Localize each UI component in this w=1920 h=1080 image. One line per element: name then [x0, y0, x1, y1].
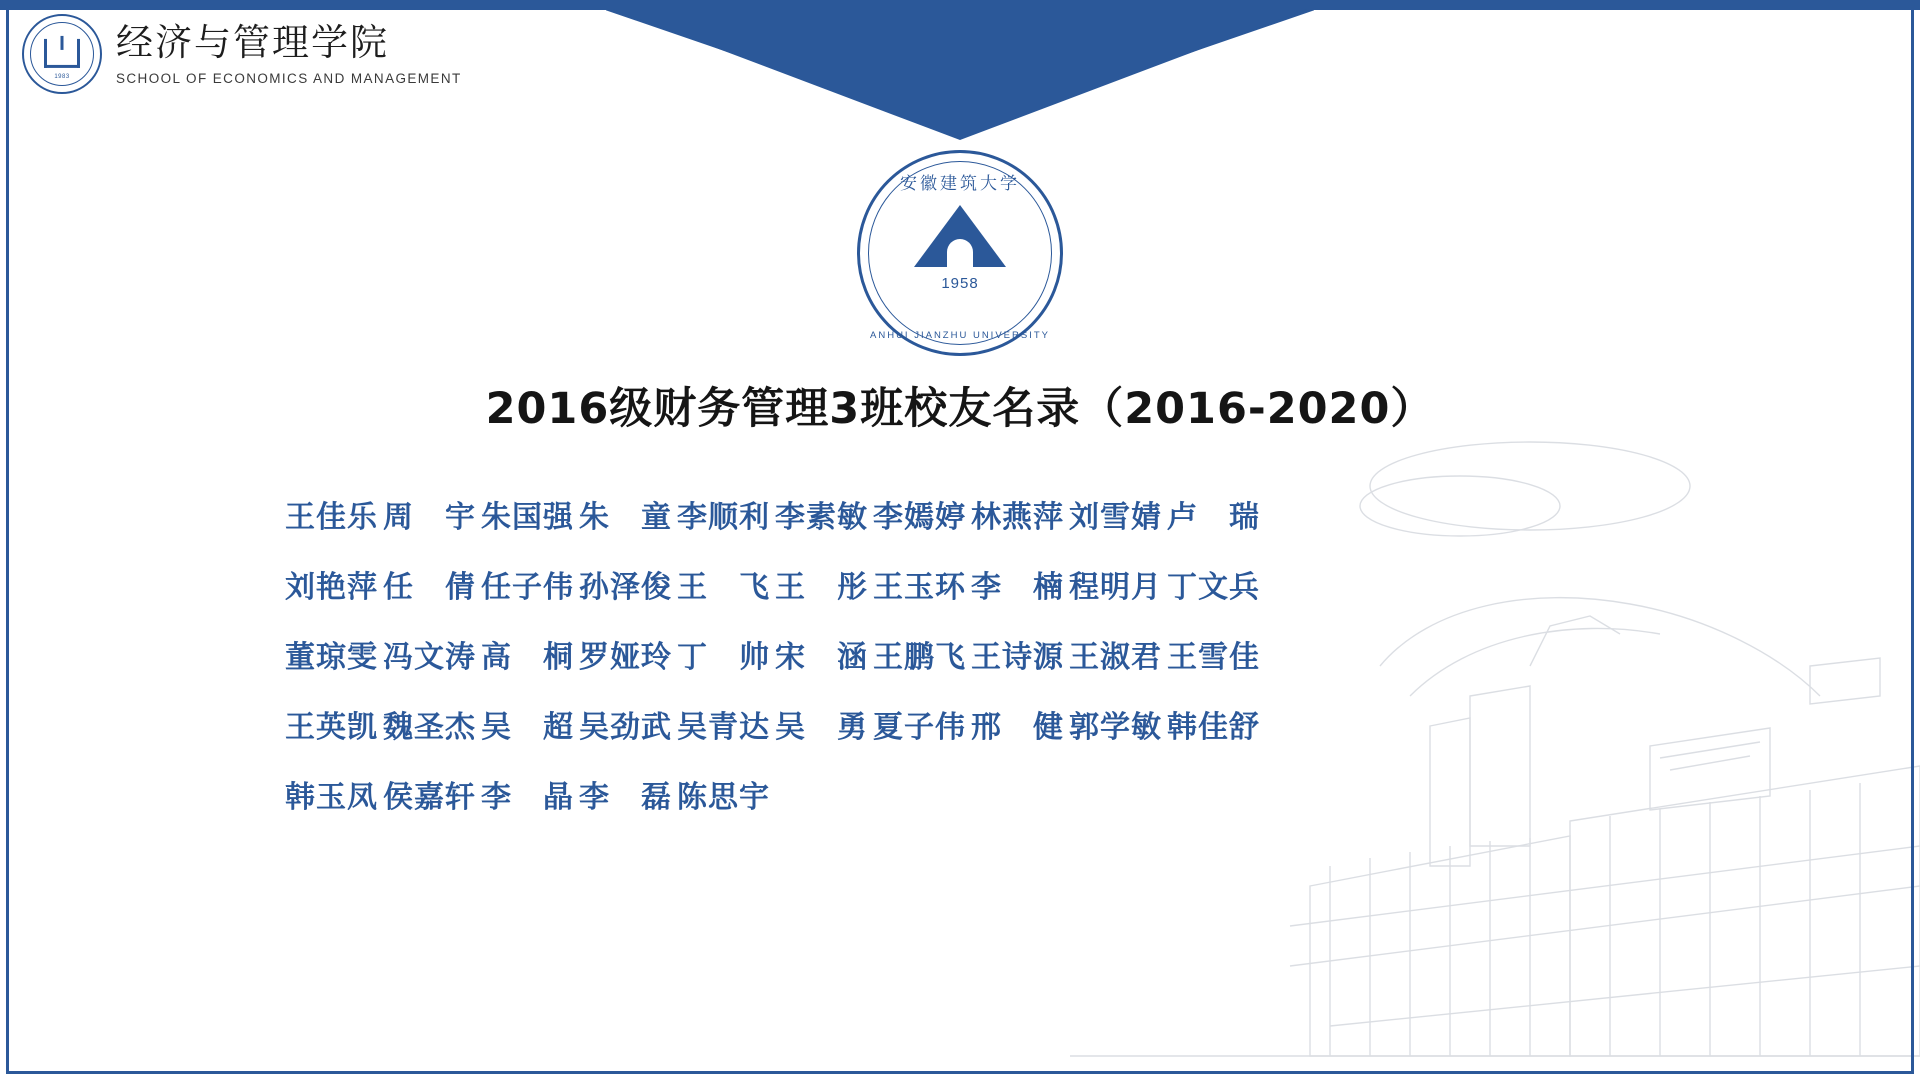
list-item: 高 桐 [481, 640, 574, 675]
emblem-name-cn: 安徽建筑大学 [900, 174, 1020, 194]
school-name-cn: 经济与管理学院 [116, 21, 389, 65]
banner-right-mask [1314, 10, 1920, 132]
list-item: 刘雪婧 [1069, 500, 1162, 535]
school-logo [22, 14, 462, 94]
list-item: 吴青达 [677, 710, 770, 745]
list-item: 王鹏飞 [873, 640, 966, 675]
emblem-gate-shape [947, 239, 973, 267]
page-title: 2016级财务管理3班校友名录（2016-2020） [485, 384, 1435, 434]
list-item: 陈思宇 [677, 780, 770, 815]
university-emblem-icon [857, 150, 1063, 356]
list-item: 魏圣杰 [383, 710, 476, 745]
list-item: 吴 勇 [775, 710, 868, 745]
emblem-name-en: ANHUI JIANZHU UNIVERSITY [870, 330, 1050, 341]
list-item: 王 飞 [677, 570, 770, 605]
list-item: 韩玉凤 [285, 780, 378, 815]
banner-chevron [605, 0, 1315, 140]
list-item: 王英凯 [285, 710, 378, 745]
list-item: 李素敏 [775, 500, 868, 535]
list-item: 罗娅玲 [579, 640, 672, 675]
emblem-year: 1958 [941, 275, 979, 292]
list-item: 程明月 [1069, 570, 1162, 605]
list-item: 王 彤 [775, 570, 868, 605]
list-item: 王玉环 [873, 570, 966, 605]
list-item: 任子伟 [481, 570, 574, 605]
list-item: 王诗源 [971, 640, 1064, 675]
table-row [285, 632, 1655, 676]
list-item: 李 楠 [971, 570, 1064, 605]
list-item: 刘艳萍 [285, 570, 378, 605]
list-item: 林燕萍 [971, 500, 1064, 535]
table-row [285, 702, 1655, 746]
list-item: 邢 健 [971, 710, 1064, 745]
school-name-en: SCHOOL OF ECONOMICS AND MANAGEMENT [116, 70, 462, 86]
list-item: 董琼雯 [285, 640, 378, 675]
list-item: 李 磊 [579, 780, 672, 815]
list-item: 周 宇 [383, 500, 476, 535]
list-item: 吴 超 [481, 710, 574, 745]
list-item: 郭学敏 [1069, 710, 1162, 745]
list-item: 吴劲武 [579, 710, 672, 745]
list-item: 韩佳舒 [1167, 710, 1260, 745]
list-item: 夏子伟 [873, 710, 966, 745]
list-item: 王佳乐 [285, 500, 378, 535]
table-row [285, 772, 1655, 816]
list-item: 卢 瑞 [1167, 500, 1260, 535]
table-row [285, 492, 1655, 536]
list-item: 孙泽俊 [579, 570, 672, 605]
list-item: 侯嘉轩 [383, 780, 476, 815]
list-item: 王雪佳 [1167, 640, 1260, 675]
list-item: 任 倩 [383, 570, 476, 605]
list-item: 朱国强 [481, 500, 574, 535]
list-item: 丁 帅 [677, 640, 770, 675]
seal-year: 1983 [54, 74, 70, 80]
list-item: 宋 涵 [775, 640, 868, 675]
list-item: 李 晶 [481, 780, 574, 815]
seal-mark [44, 39, 80, 68]
list-item: 朱 童 [579, 500, 672, 535]
table-row [285, 562, 1655, 606]
list-item: 冯文涛 [383, 640, 476, 675]
list-item: 王淑君 [1069, 640, 1162, 675]
list-item: 丁文兵 [1167, 570, 1260, 605]
school-seal-icon [22, 14, 102, 94]
school-name-block [116, 22, 462, 86]
list-item: 李嫣婷 [873, 500, 966, 535]
list-item: 李顺利 [677, 500, 770, 535]
alumni-name-grid [285, 492, 1655, 842]
